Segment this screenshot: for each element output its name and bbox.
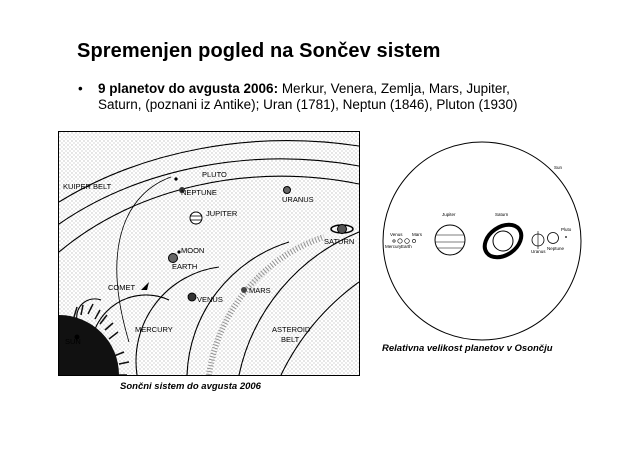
pluto-size-label: Pluto — [561, 227, 572, 232]
saturn-planet — [338, 225, 347, 234]
comet-label: COMET — [108, 283, 136, 292]
venus-size-label: Venus — [390, 232, 403, 237]
earth-size-label: Earth — [401, 244, 412, 249]
planet-sizes-diagram — [381, 140, 583, 342]
uranus-planet — [284, 187, 291, 194]
kuiper-belt-label: KUIPER BELT — [63, 182, 112, 191]
pluto-size-planet — [565, 236, 567, 238]
pluto-planet — [174, 177, 177, 180]
saturn-label: SATURN — [324, 237, 355, 246]
uranus-size-label: Uranus — [531, 249, 546, 254]
belt-label: BELT — [281, 335, 300, 344]
slide-title: Spremenjen pogled na Sončev sistem — [77, 40, 441, 62]
left-figure-caption: Sončni sistem do avgusta 2006 — [120, 381, 261, 392]
right-figure-caption: Relativna velikost planetov v Osončju — [382, 343, 553, 354]
jupiter-size-label: Jupiter — [442, 212, 456, 217]
bullet-item — [78, 81, 618, 113]
neptune-size-planet — [548, 233, 559, 244]
bullet-line2: Saturn, (poznani iz Antike); Uran (1781), Neptun (1846), Pluton (1930) — [98, 97, 518, 112]
mars-planet — [241, 287, 247, 293]
asteroid-label: ASTEROID — [272, 325, 311, 334]
solar-system-diagram — [58, 131, 360, 376]
planet-sizes-svg — [381, 140, 583, 342]
uranus-label: URANUS — [282, 195, 314, 204]
solar-system-svg — [59, 132, 359, 375]
mercury-label: MERCURY — [135, 325, 173, 334]
sun-size-label: Sun — [554, 165, 563, 170]
venus-planet — [188, 293, 196, 301]
neptune-size-label: Neptune — [547, 246, 565, 251]
mercury-size-label: Mercury — [385, 244, 402, 249]
bullet-text — [98, 81, 618, 113]
jupiter-planet — [190, 212, 202, 224]
sun-label: SUN — [65, 337, 81, 346]
jupiter-label: JUPITER — [206, 209, 238, 218]
neptune-label: NEPTUNE — [181, 188, 217, 197]
moon-label: MOON — [181, 246, 205, 255]
saturn-size-label: Saturn — [495, 212, 509, 217]
mars-label: MARS — [249, 286, 271, 295]
pluto-label: PLUTO — [202, 170, 227, 179]
bullet-bold-text: 9 planetov do avgusta 2006: — [98, 81, 279, 96]
venus-label: VENUS — [197, 295, 223, 304]
bullet-line1-rest: Merkur, Venera, Zemlja, Mars, Jupiter, — [278, 81, 510, 96]
jupiter-size-planet — [435, 225, 465, 255]
saturn-size-planet — [493, 231, 513, 251]
mars-size-label: Mars — [412, 232, 422, 237]
bullet-marker: • — [78, 81, 83, 96]
earth-label: EARTH — [172, 262, 198, 271]
